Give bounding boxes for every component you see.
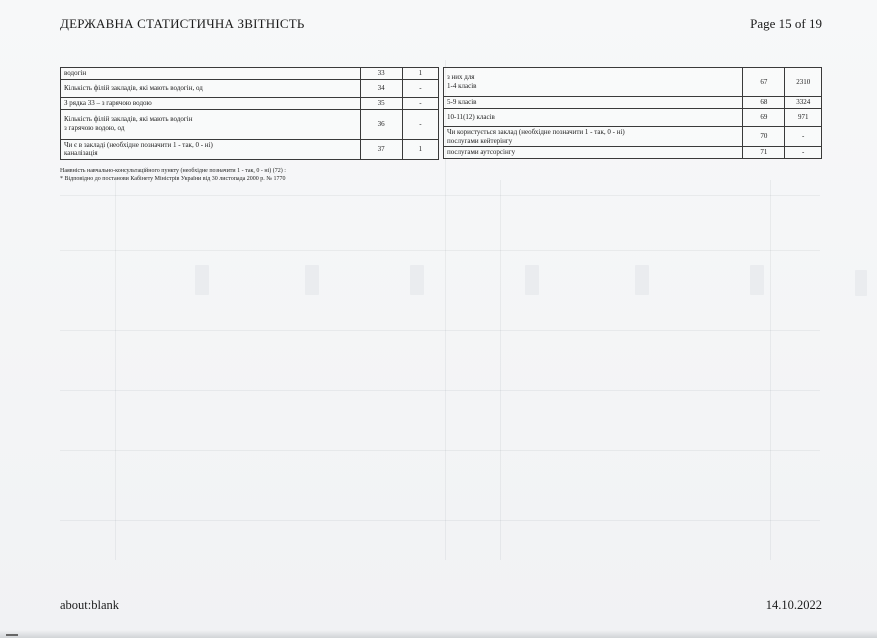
row-value: 1 (402, 139, 438, 160)
table-row (444, 97, 822, 109)
row-code: 69 (743, 108, 785, 126)
row-label: 5-9 класів (444, 97, 743, 109)
footer-date: 14.10.2022 (765, 598, 822, 612)
footnote-regulation: * Відповідно до постанови Кабінету Міністрів України від 30 листопада 2000 р. № 1770 (60, 176, 286, 183)
row-code: 67 (743, 68, 785, 97)
footnotes (60, 167, 286, 183)
left-table-body (61, 68, 439, 160)
row-code: 33 (360, 68, 402, 80)
right-data-table (443, 67, 822, 159)
row-value: - (785, 126, 822, 147)
row-label: 10-11(12) класів (444, 108, 743, 126)
row-value: - (402, 79, 438, 97)
page-title: ДЕРЖАВНА СТАТИСТИЧНА ЗВІТНІСТЬ (60, 16, 305, 31)
table-row (61, 79, 439, 97)
row-code: 37 (360, 139, 402, 160)
row-value: 3324 (785, 97, 822, 109)
row-code: 68 (743, 97, 785, 109)
row-value: 971 (785, 108, 822, 126)
row-label: Кількість філій закладів, які мають водогін, од (61, 79, 361, 97)
footer-url: about:blank (60, 598, 120, 612)
scanner-edge (0, 630, 877, 638)
row-code: 34 (360, 79, 402, 97)
right-table-body (444, 68, 822, 159)
row-label: З рядка 33 – з гарячою водою (61, 97, 361, 109)
row-label: Кількість філій закладів, які мають водогін з гарячою водою, од (61, 109, 361, 139)
row-code: 36 (360, 109, 402, 139)
row-value: - (402, 97, 438, 109)
table-row (444, 68, 822, 97)
row-label: водогін (61, 68, 361, 80)
table-row (61, 139, 439, 160)
table-row (444, 147, 822, 159)
scanner-mark (6, 634, 18, 636)
row-value: 2310 (785, 68, 822, 97)
row-value: - (402, 109, 438, 139)
row-label: послугами аутсорсінгу (444, 147, 743, 159)
table-row (444, 108, 822, 126)
table-row (444, 126, 822, 147)
left-data-table (60, 67, 439, 160)
row-code: 71 (743, 147, 785, 159)
table-row (61, 97, 439, 109)
row-code: 35 (360, 97, 402, 109)
row-label: Чи є в закладі (необхідне позначити 1 - так, 0 - ні) каналізація (61, 139, 361, 160)
page-number: Page 15 of 19 (750, 16, 822, 31)
footnote-consultation-point: Наявність навчально-консультаційного пункту (необхідне позначити 1 - так, 0 - ні) (72) : (60, 168, 286, 174)
row-value: - (785, 147, 822, 159)
row-label: Чи користується заклад (необхідне позначити 1 - так, 0 - ні) послугами кейтерінгу (444, 126, 743, 147)
row-value: 1 (402, 68, 438, 80)
row-code: 70 (743, 126, 785, 147)
row-label: з них для 1-4 класів (444, 68, 743, 97)
table-row (61, 109, 439, 139)
table-row (61, 68, 439, 80)
